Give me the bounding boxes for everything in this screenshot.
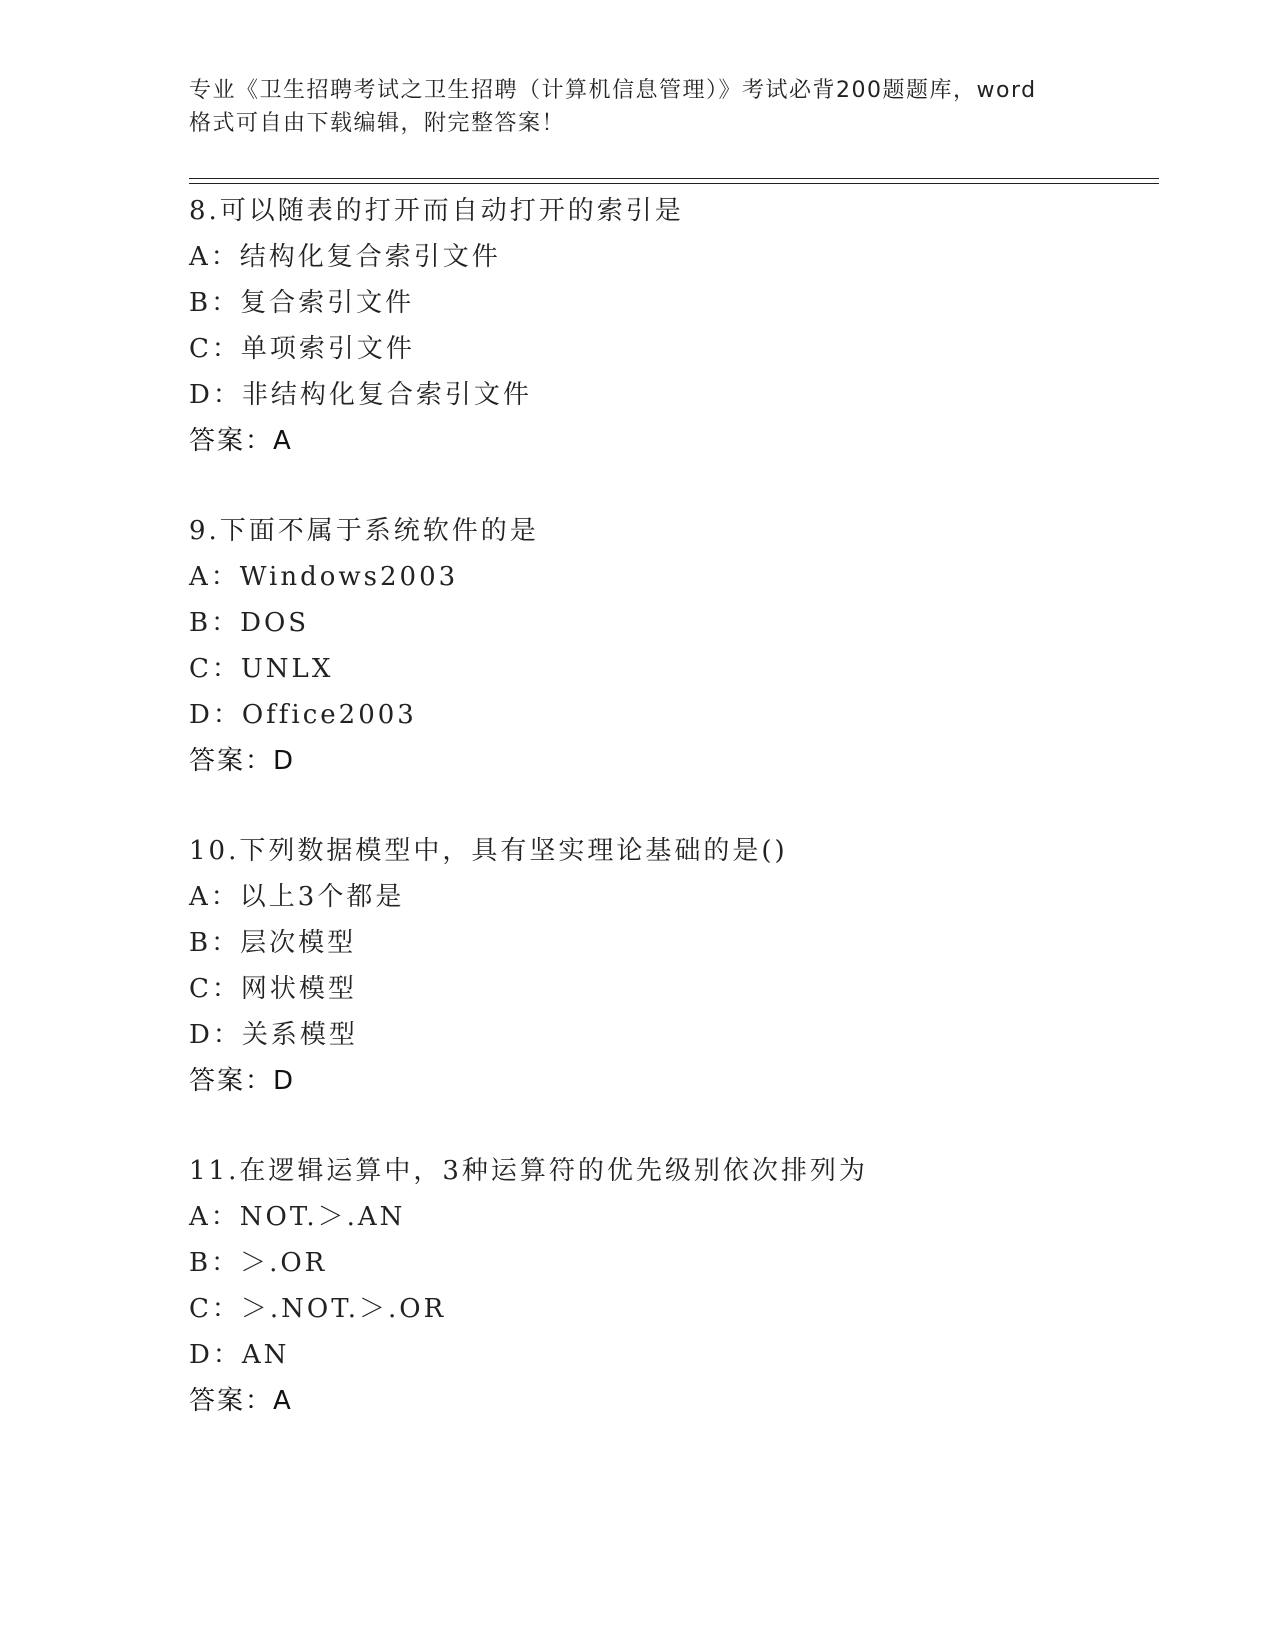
option-b: B：＞.OR xyxy=(189,1248,328,1278)
option-d: D：非结构化复合索引文件 xyxy=(189,380,532,410)
option-d: D：AN xyxy=(189,1340,290,1370)
option-b: B：层次模型 xyxy=(189,928,357,958)
option-d: D：Office2003 xyxy=(189,700,417,730)
option-a: A：以上3个都是 xyxy=(189,882,405,912)
option-a: A：NOT.＞.AN xyxy=(189,1202,406,1232)
header-line-2: 格式可自由下载编辑，附完整答案！ xyxy=(189,111,566,136)
option-c: C：UNLX xyxy=(189,654,334,684)
answer-line: 答案：D xyxy=(189,746,296,776)
header-line-1: 专业《卫生招聘考试之卫生招聘（计算机信息管理）》考试必背200题题库，word xyxy=(189,78,1037,103)
option-c: C：单项索引文件 xyxy=(189,334,415,364)
option-d: D：关系模型 xyxy=(189,1020,358,1050)
option-b: B：复合索引文件 xyxy=(189,288,415,318)
answer-line: 答案：A xyxy=(189,426,293,456)
document-header xyxy=(189,74,1089,140)
question-10 xyxy=(189,828,1159,1104)
option-a: A：Windows2003 xyxy=(189,562,459,592)
option-a: A：结构化复合索引文件 xyxy=(189,242,501,272)
option-c: C：＞.NOT.＞.OR xyxy=(189,1294,447,1324)
question-stem: 11.在逻辑运算中，3种运算符的优先级别依次排列为 xyxy=(189,1156,868,1186)
question-8 xyxy=(189,188,1159,464)
question-stem: 10.下列数据模型中，具有坚实理论基础的是() xyxy=(189,836,788,866)
option-b: B：DOS xyxy=(189,608,310,638)
question-stem: 9.下面不属于系统软件的是 xyxy=(189,516,539,546)
answer-line: 答案：D xyxy=(189,1066,296,1096)
question-9 xyxy=(189,508,1159,784)
answer-line: 答案：A xyxy=(189,1386,293,1416)
header-divider-top xyxy=(189,178,1159,179)
question-11 xyxy=(189,1148,1159,1424)
option-c: C：网状模型 xyxy=(189,974,357,1004)
question-stem: 8.可以随表的打开而自动打开的索引是 xyxy=(189,196,684,226)
header-divider-bottom xyxy=(189,183,1159,184)
